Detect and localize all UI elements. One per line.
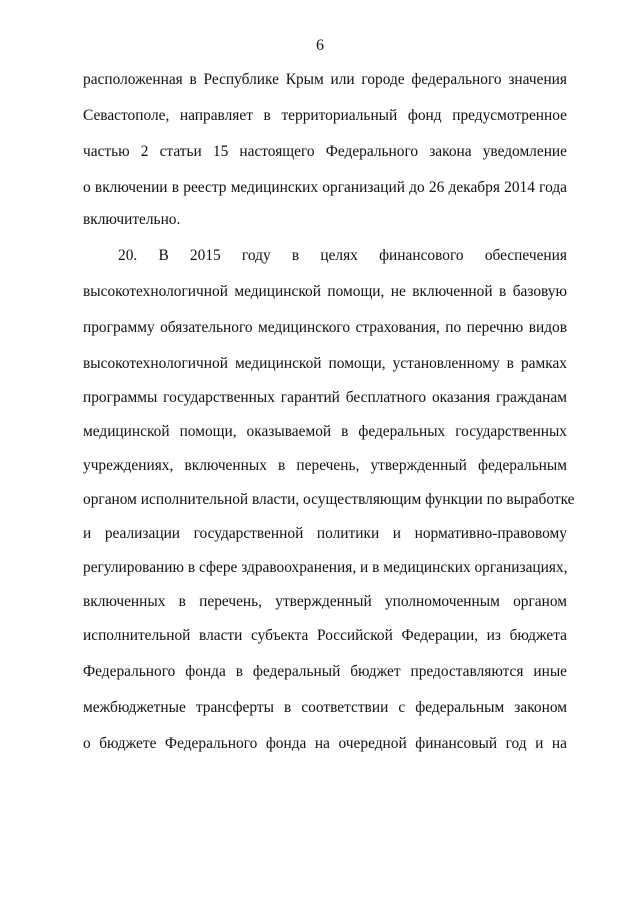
- text-line: частью 2 статьи 15 настоящего Федерального закона уведомление: [83, 143, 567, 160]
- text-line: о включении в реестр медицинских организаций до 26 декабря 2014 года: [83, 179, 567, 196]
- text-line: включенных в перечень, утвержденный уполномоченным органом: [83, 593, 567, 610]
- text-line: Федерального фонда в федеральный бюджет предоставляются иные: [83, 663, 567, 680]
- text-line: высокотехнологичной медицинской помощи, не включенной в базовую: [83, 283, 567, 300]
- text-line: 20. В 2015 году в целях финансового обеспечения: [118, 247, 567, 264]
- text-line: расположенная в Республике Крым или городе федерального значения: [83, 71, 567, 88]
- text-line: медицинской помощи, оказываемой в федеральных государственных: [83, 423, 567, 440]
- text-line: программу обязательного медицинского страхования, по перечню видов: [83, 319, 567, 336]
- text-line: учреждениях, включенных в перечень, утвержденный федеральным: [83, 457, 567, 474]
- text-line: о бюджете Федерального фонда на очередной финансовый год и на: [83, 735, 567, 752]
- text-line: регулированию в сфере здравоохранения, и в медицинских организациях,: [83, 559, 568, 576]
- text-line: включительно.: [83, 211, 181, 228]
- page-number: 6: [316, 37, 324, 54]
- text-line: Севастополе, направляет в территориальный фонд предусмотренное: [83, 107, 567, 124]
- text-line: исполнительной власти субъекта Российской Федерации, из бюджета: [83, 627, 567, 644]
- text-line: высокотехнологичной медицинской помощи, установленному в рамках: [83, 355, 567, 372]
- text-line: органом исполнительной власти, осуществляющим функции по выработке: [83, 491, 575, 508]
- text-line: и реализации государственной политики и нормативно-правовому: [83, 525, 567, 542]
- text-line: межбюджетные трансферты в соответствии с федеральным законом: [83, 699, 567, 716]
- text-line: программы государственных гарантий бесплатного оказания гражданам: [83, 389, 567, 406]
